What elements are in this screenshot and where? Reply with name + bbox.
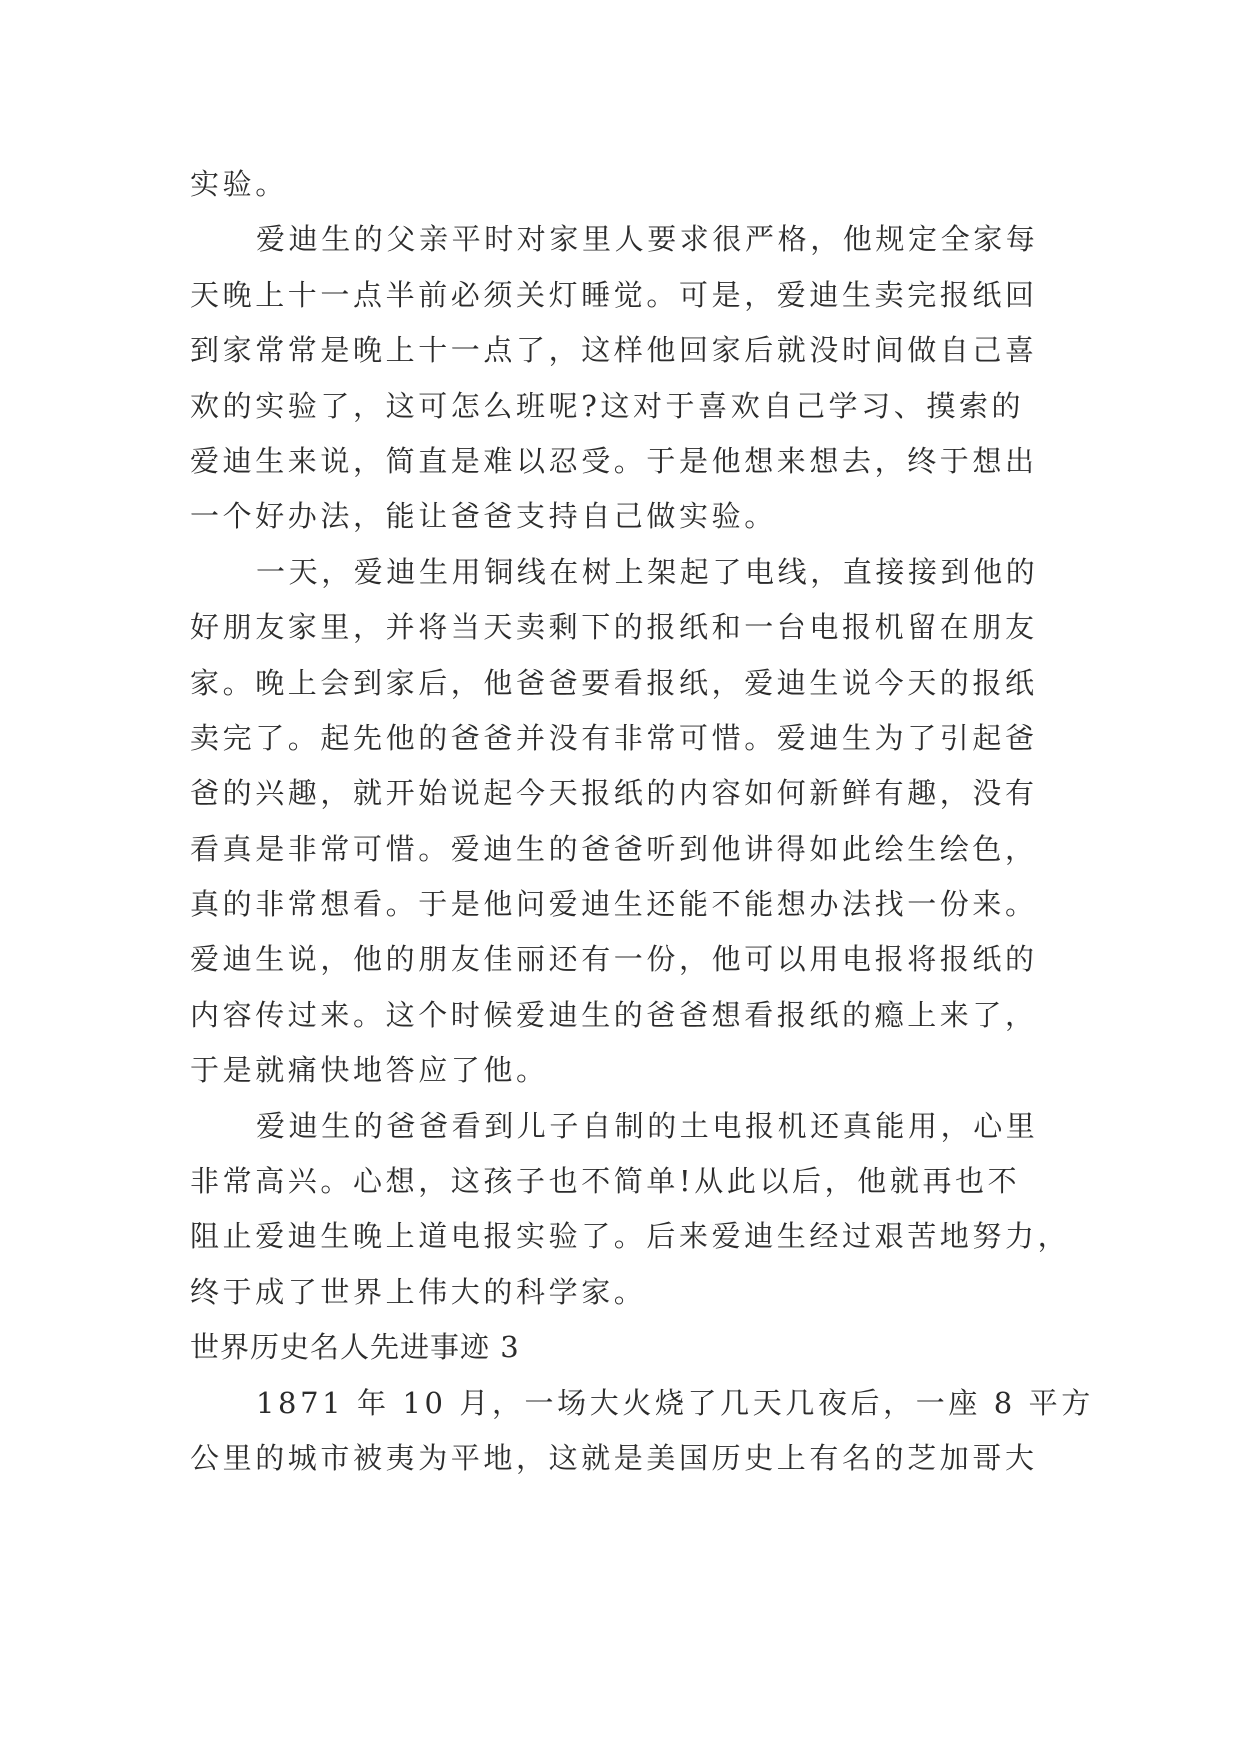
text-line: 家。晚上会到家后，他爸爸要看报纸，爱迪生说今天的报纸 bbox=[190, 665, 1038, 700]
text-line: 欢的实验了，这可怎么班呢?这对于喜欢自己学习、摸索的 bbox=[190, 388, 1025, 423]
text-line: 终于成了世界上伟大的科学家。 bbox=[190, 1274, 647, 1309]
text-line: 1871 年 10 月，一场大火烧了几天几夜后，一座 8 平方 bbox=[256, 1385, 1094, 1420]
text-line: 实验。 bbox=[190, 167, 288, 201]
text-line: 阻止爱迪生晚上道电报实验了。后来爱迪生经过艰苦地努力， bbox=[190, 1219, 1071, 1254]
text-line: 非常高兴。心想，这孩子也不简单!从此以后，他就再也不 bbox=[190, 1164, 1021, 1199]
text-line: 公里的城市被夷为平地，这就是美国历史上有名的芝加哥大 bbox=[190, 1440, 1038, 1475]
text-line: 一个好办法，能让爸爸支持自己做实验。 bbox=[190, 499, 777, 534]
document-body bbox=[190, 157, 1094, 1486]
text-line: 于是就痛快地答应了他。 bbox=[190, 1053, 549, 1088]
text-line: 爱迪生的爸爸看到儿子自制的土电报机还真能用，心里 bbox=[256, 1108, 1039, 1143]
text-line: 爱迪生来说，简直是难以忍受。于是他想来想去，终于想出 bbox=[190, 443, 1038, 478]
text-line: 内容传过来。这个时候爱迪生的爸爸想看报纸的瘾上来了， bbox=[190, 997, 1038, 1032]
text-line: 到家常常是晚上十一点了，这样他回家后就没时间做自己喜 bbox=[190, 333, 1038, 368]
text-line: 爸的兴趣，就开始说起今天报纸的内容如何新鲜有趣，没有 bbox=[190, 776, 1038, 811]
text-line: 爱迪生的父亲平时对家里人要求很严格，他规定全家每 bbox=[256, 222, 1039, 257]
text-line: 看真是非常可惜。爱迪生的爸爸听到他讲得如此绘生绘色， bbox=[190, 831, 1038, 866]
text-line: 好朋友家里，并将当天卖剩下的报纸和一台电报机留在朋友 bbox=[190, 610, 1038, 645]
section-heading: 世界历史名人先进事迹 3 bbox=[190, 1330, 520, 1365]
text-line: 真的非常想看。于是他问爱迪生还能不能想办法找一份来。 bbox=[190, 887, 1038, 922]
text-line: 天晚上十一点半前必须关灯睡觉。可是，爱迪生卖完报纸回 bbox=[190, 277, 1038, 312]
text-line: 爱迪生说，他的朋友佳丽还有一份，他可以用电报将报纸的 bbox=[190, 942, 1038, 977]
text-line: 卖完了。起先他的爸爸并没有非常可惜。爱迪生为了引起爸 bbox=[190, 720, 1038, 755]
text-line: 一天，爱迪生用铜线在树上架起了电线，直接接到他的 bbox=[256, 554, 1039, 589]
